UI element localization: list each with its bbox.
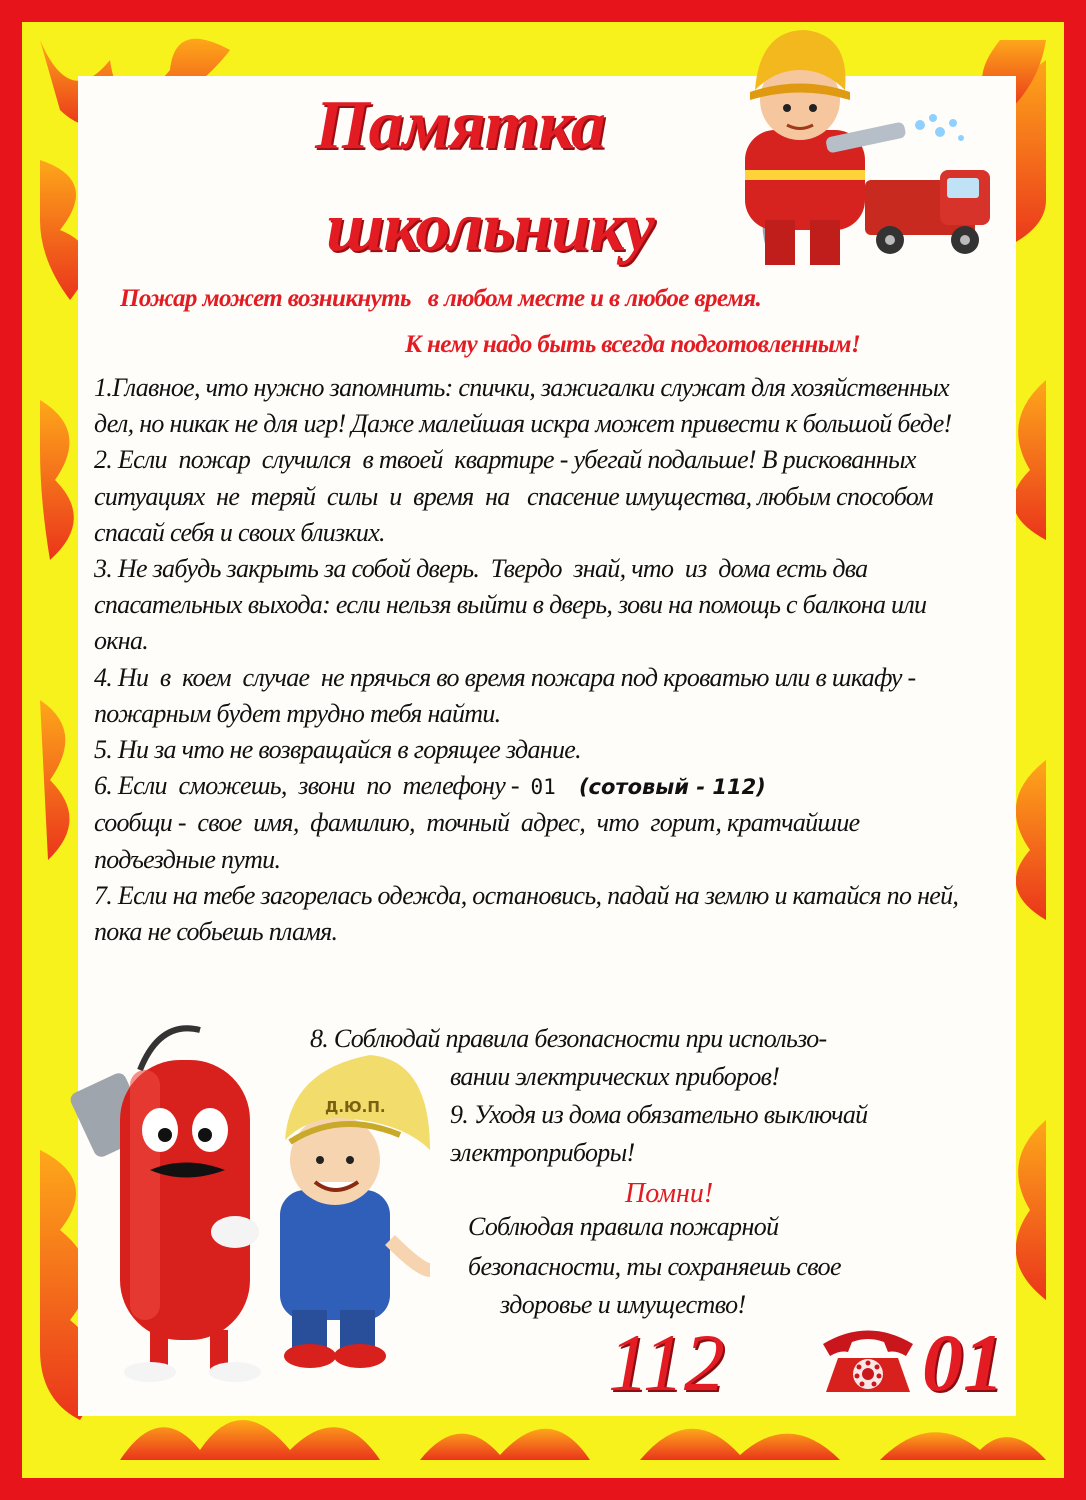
- fire-extinguisher-character-icon: [70, 1000, 460, 1390]
- rule-8-line1: 8. Соблюдай правила безопасности при использо-: [310, 1024, 827, 1053]
- landline-emergency-number: 01: [922, 1317, 1004, 1408]
- closing-line2: безопасности, ты сохраняешь свое: [468, 1252, 841, 1281]
- rule-6-end: сообщи - свое имя, фамилию, точный адрес, что горит, кратчайшие подъездные пути.: [94, 808, 866, 874]
- rules-list: [94, 370, 1004, 950]
- helmet-badge: Д.Ю.П.: [325, 1098, 386, 1116]
- rotary-telephone-icon: [818, 1322, 918, 1396]
- page-title-line1: Памятка: [315, 87, 605, 164]
- boy-in-helmet-icon: [280, 1055, 430, 1368]
- rule-6-start: 6. Если сможешь, звони по телефону -: [94, 771, 531, 801]
- rule-9-line2: электроприборы!: [450, 1138, 635, 1167]
- rule-9-line1: 9. Уходя из дома обязательно выключай: [450, 1100, 868, 1129]
- rule-4: 4. Ни в коем случае не прячься во время пожара под кроватью или в шкафу - пожарным будет трудно тебя найти.: [94, 662, 922, 728]
- remember-heading: Помни!: [625, 1178, 714, 1209]
- firefighter-boy-icon: [715, 20, 1005, 270]
- rule-2: 2. Если пожар случился в твоей квартире - убегай подальше! В рискованных ситуациях не теряй силы и время на спасение имущества, любым способом спасай себя и своих близких.: [94, 445, 939, 547]
- subtitle-line1: Пожар может возникнуть в любом месте и в любое время.: [120, 285, 762, 312]
- rule-6-mobile: (сотовый - 112): [578, 775, 766, 800]
- page-title-line2: школьнику: [326, 189, 654, 266]
- rule-1: 1.Главное, что нужно запомнить: спички, зажигалки служат для хозяйственных дел, но никак не для игр! Даже малейшая искра может привести к большой беде!: [94, 373, 952, 439]
- subtitle-line2: К нему надо быть всегда подготовленным!: [405, 331, 861, 358]
- fire-truck-icon: [865, 170, 990, 254]
- rule-6-number: 01: [530, 775, 556, 800]
- closing-line3: здоровье и имущество!: [500, 1290, 746, 1319]
- rule-8-line2: вании электрических приборов!: [450, 1062, 780, 1091]
- rule-3: 3. Не забудь закрыть за собой дверь. Твердо знай, что из дома есть два спасательных выхода: если нельзя выйти в дверь, зови на помощь с балкона или окна.: [94, 554, 933, 656]
- rule-6: [94, 768, 1004, 805]
- rule-5: 5. Ни за что не возвращайся в горящее здание.: [94, 735, 581, 765]
- mobile-emergency-number: 112: [608, 1317, 725, 1408]
- rule-7: 7. Если на тебе загорелась одежда, остановись, падай на землю и катайся по ней, пока не собьешь пламя.: [94, 880, 959, 947]
- closing-line1: Соблюдая правила пожарной: [468, 1212, 779, 1241]
